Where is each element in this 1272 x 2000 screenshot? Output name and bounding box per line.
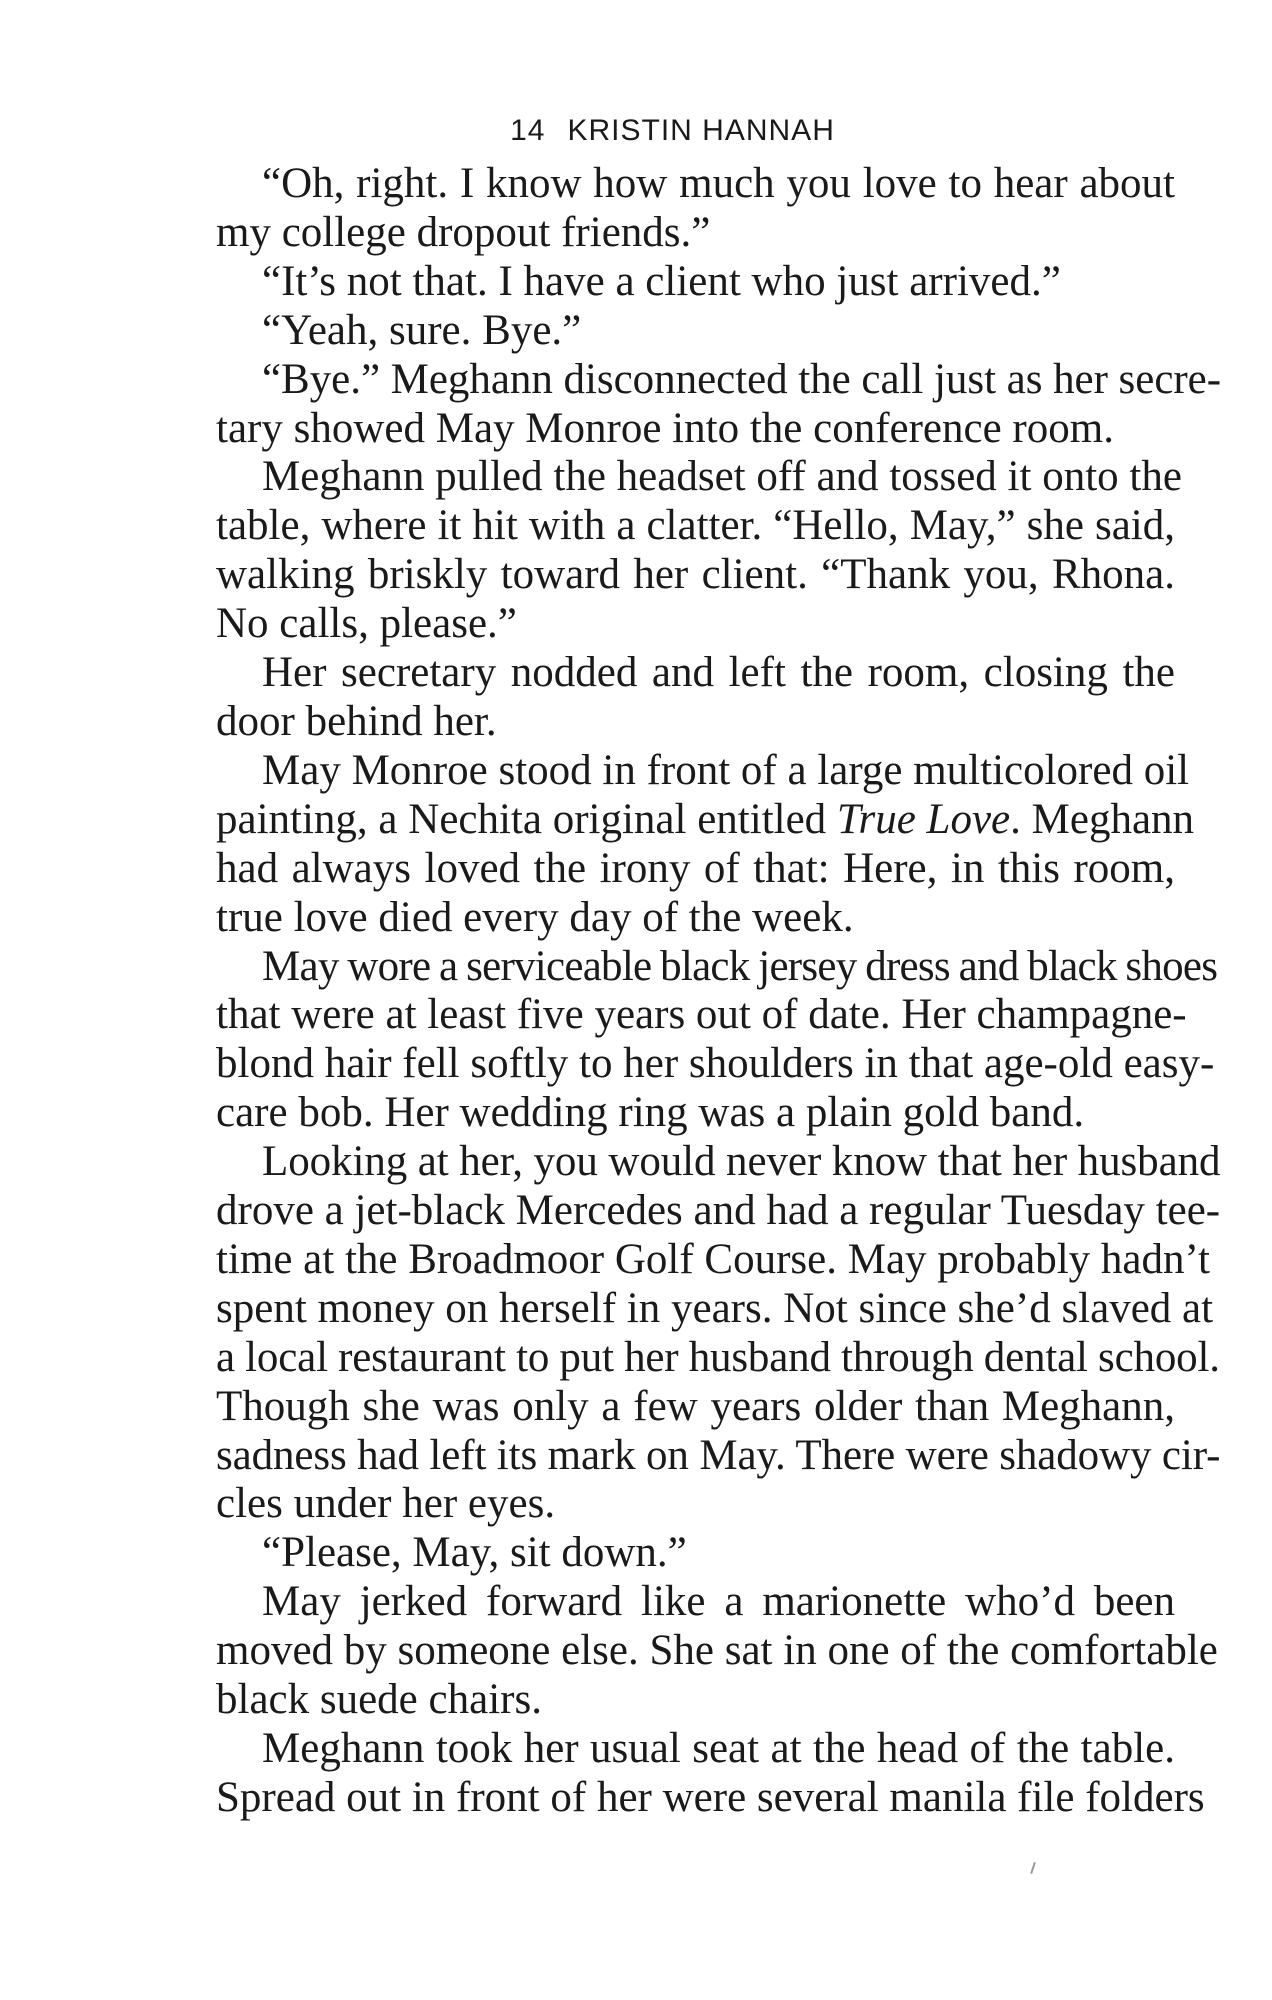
paragraph <box>170 258 1175 307</box>
text-line: time at the Broadmoor Golf Course. May probably hadn’t <box>216 1235 1210 1283</box>
text-line: “Oh, right. I know how much you love to hear about <box>262 160 1175 207</box>
text-line: my college dropout friends.” <box>216 208 711 256</box>
text-line: had always loved the irony of that: Here, in this room, <box>216 844 1175 892</box>
text-line: Meghann pulled the headset off and tossed it onto the <box>262 453 1182 501</box>
text-line: blond hair fell softly to her shoulders in that age-old easy- <box>216 1040 1215 1088</box>
text-run: . Meghann <box>1010 795 1195 843</box>
page-number: 14 <box>510 114 546 147</box>
text-line: Her secretary nodded and left the room, closing the <box>262 649 1175 697</box>
paragraph <box>170 160 1175 258</box>
text-line: table, where it hit with a clatter. “Hello, May,” she said, <box>216 502 1175 550</box>
paragraph <box>170 746 1195 943</box>
text-line: Looking at her, you would never know that her husband <box>262 1138 1221 1186</box>
paragraph <box>170 649 1175 747</box>
text-run: painting, a Nechita original entitled <box>216 795 837 843</box>
artwork-title: True Love <box>836 795 1011 843</box>
text-line: a local restaurant to put her husband through dental school. <box>216 1333 1220 1381</box>
paragraph <box>170 1529 1175 1578</box>
author-name: KRISTIN HANNAH <box>567 114 835 147</box>
text-line: drove a jet-black Mercedes and had a regular Tuesday tee- <box>216 1187 1221 1235</box>
paragraph <box>170 355 1222 454</box>
paragraph <box>170 1578 1218 1725</box>
paragraph <box>170 453 1182 649</box>
paragraph <box>170 307 1175 356</box>
body-text <box>170 160 1222 1823</box>
text-line: Meghann took her usual seat at the head of the table. <box>262 1725 1175 1772</box>
text-line: spent money on herself in years. Not since she’d slaved at <box>216 1284 1214 1332</box>
paragraph <box>170 1138 1221 1529</box>
text-line: tary showed May Monroe into the conference room. <box>216 404 1114 452</box>
text-line: Spread out in front of her were several manila file folders <box>216 1773 1205 1821</box>
text-line-with-title <box>170 795 1195 845</box>
text-line: moved by someone else. She sat in one of the comfortable <box>216 1627 1218 1675</box>
text-line: that were at least five years out of date. Her champagne- <box>216 991 1187 1039</box>
text-line: Though she was only a few years older than Meghann, <box>216 1382 1175 1430</box>
text-line: care bob. Her wedding ring was a plain gold band. <box>216 1089 1085 1137</box>
text-line: cles under her eyes. <box>216 1480 556 1528</box>
text-line: black suede chairs. <box>216 1676 542 1724</box>
text-line: door behind her. <box>216 697 497 745</box>
text-line: “Please, May, sit down.” <box>262 1529 687 1577</box>
text-line: “It’s not that. I have a client who just arrived.” <box>262 257 1061 305</box>
book-page <box>170 108 1222 1823</box>
text-line: May Monroe stood in front of a large multicolored oil <box>262 746 1190 794</box>
text-line: walking briskly toward her client. “Thank you, Rhona. <box>216 551 1175 599</box>
paragraph <box>170 1725 1205 1823</box>
text-line: May jerked forward like a marionette who’d been <box>262 1578 1175 1626</box>
text-line: “Bye.” Meghann disconnected the call just as her secre- <box>262 355 1222 403</box>
paragraph <box>170 942 1218 1139</box>
scan-speck <box>1030 1862 1036 1874</box>
text-line: sadness had left its mark on May. There were shadowy cir- <box>216 1431 1221 1479</box>
text-line: true love died every day of the week. <box>216 893 854 941</box>
running-head <box>170 108 1175 154</box>
text-line: “Yeah, sure. Bye.” <box>262 306 582 354</box>
text-line: No calls, please.” <box>216 600 517 648</box>
text-line: May wore a serviceable black jersey dress and black shoes <box>262 942 1218 990</box>
